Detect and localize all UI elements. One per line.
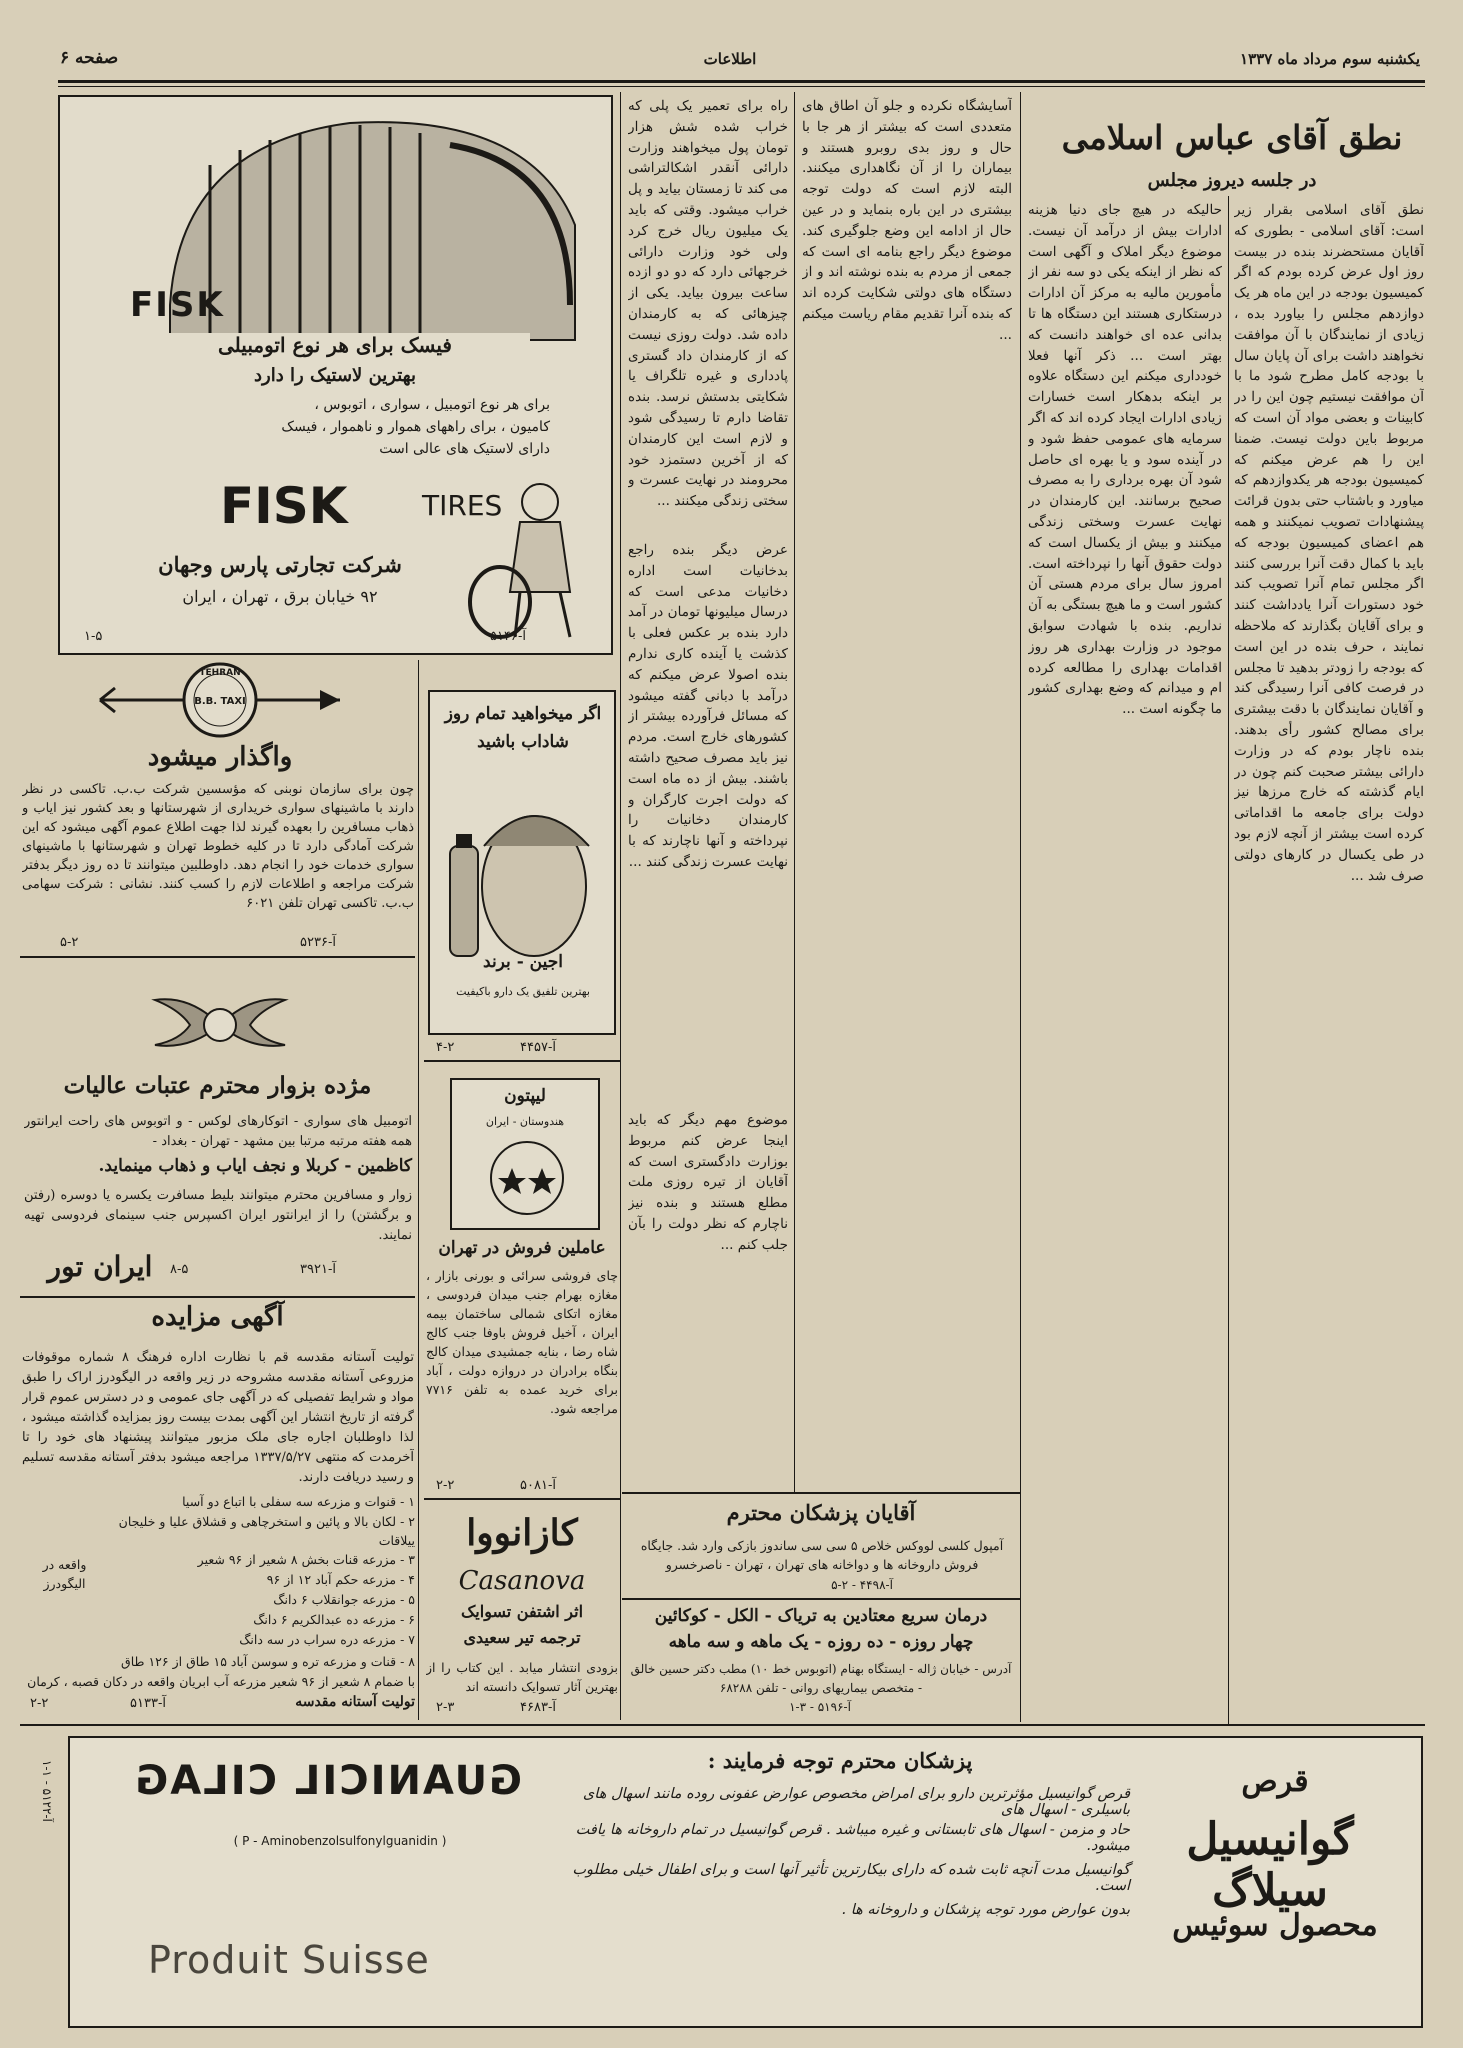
auction-item-5: ۵ - مزرعه جوانقلاب ۶ دانگ	[273, 1592, 415, 1607]
divider	[424, 1498, 620, 1500]
taxi-logo-sub: B.B. TAXI	[194, 696, 246, 707]
taxi-logo-text: TEHRAN	[199, 668, 241, 678]
auction-right-note: واقعه در الیگودرز	[42, 1557, 87, 1591]
auction-item-1: ۱ - قنوات و مزرعه سه سفلی با اتباع دو آسیا	[182, 1494, 415, 1509]
ajin-ad	[428, 690, 616, 1035]
fisk-logo-small: FISK	[130, 285, 225, 325]
guanicil-body1: قرص گوانیسیل مؤثرترین دارو برای امراض مخصوص عوارض عفونی روده مانند اسهال های باسیلری - اسهال های	[582, 1786, 1130, 1818]
fisk-tires-ad	[58, 95, 613, 655]
header-rule-thin	[58, 86, 1425, 87]
guanicil-title-en: GUANICIL CILAG	[133, 1758, 522, 1804]
ajin-code-right: آ-۴۴۵۷	[520, 1040, 556, 1055]
iran-tour-title: مژده بزوار محترم عتبات عالیات	[63, 1072, 372, 1099]
tea-sub: هندوستان - ایران	[485, 1115, 565, 1128]
divider	[20, 1296, 415, 1298]
auction-title: آگهی مزایده	[151, 1302, 284, 1332]
guanicil-fa-title2: گوانیسیل سیلاگ	[1186, 1814, 1354, 1916]
guanicil-body3: گوانیسیل مدت آنچه ثابت شده که دارای بیکارترین تأثیر آنها است و برای اطفال خیلی مطلوب است.	[572, 1862, 1130, 1894]
casanova-title-fa: کازانووا	[466, 1512, 578, 1554]
fisk-line3: برای هر نوع اتومبیل ، سواری ، اتوبوس ،	[314, 397, 550, 413]
auction-item-2: ۲ - لکان بالا و پائین و استخرچاهی و قشلاق علیا و خلیجان ییلاقات	[118, 1514, 415, 1548]
fisk-line4: کامیون ، برای راههای هموار و ناهموار ، فیسک	[281, 419, 550, 435]
auction-signature: تولیت آستانه مقدسه	[295, 1694, 415, 1710]
guanicil-formula: ( P - Aminobenzolsulfonylguanidin )	[233, 1834, 447, 1848]
guanicil-body4: بدون عوارض مورد توجه پزشکان و داروخانه ها .	[841, 1902, 1130, 1918]
ajin-note: بهترین تلفیق یک دارو باکیفیت	[456, 985, 590, 998]
divider	[20, 956, 415, 958]
casanova-body: بزودی انتشار میابد . این کتاب را از بهترین آثار تسوایک دانسته اند	[426, 1660, 618, 1694]
speech-column-2: حالیکه در هیچ جای دنیا هزینه ادارات بیش از درآمد آن نیست. موضوع دیگر املاک و آگهی است که نظر از اینکه یکی دو سه نفر از مأمورین مالیه به مرکز آن ادارات درستکاری هستند این دستگاه ها تا بدانی عده ای خواهند دانست که بهتر است ... ذکر آنها فعلا خودداری میکنم این دستگاه علاوه بر اینکه بدهکار است خسارات زیادی ادارات ایجاد کرده اند که اگر سرمایه های عمومی حفظ شود و در آینده سود و یا بهره ای حاصل شود آن بهره برداری را به مصرف صحیح برسانند. این کارمندان در نهایت عسرت وسختی زندگی میکنند و بیش از یکسال است که دولت حقوق آنها را نپرداخته است. امروز سال برای مردم هستی آن کشور است و ما هیچ بستگی به آن نداریم. بنده با شهادت سوابق موجود در وزارت بهداری هر روز اقدامات بهداری را مطالعه کرده ام و میدانم که وضع بهداری کشور ما چگونه است ...	[1028, 202, 1222, 718]
fisk-code-left: ۱-۵	[84, 629, 103, 644]
column-rule	[1020, 92, 1021, 1722]
auction-item-7: ۷ - مزرعه دره سراب در سه دانگ	[239, 1632, 415, 1647]
iran-tour-code-left: ۸-۵	[170, 1262, 189, 1277]
fisk-code-right: آ-۵۱۴۶	[490, 629, 526, 644]
column-rule	[418, 660, 419, 1720]
column-rule	[794, 92, 795, 1492]
casanova-author: اثر اشتفن تسوایک	[460, 1602, 584, 1621]
guanicil-fa-made: محصول سوئیس	[1172, 1908, 1378, 1943]
speech-column-4: راه برای تعمیر یک پلی که خراب شده شش هزار تومان پول میخواهند وزارت دارائی آنقدر اشکالتراشی می کند تا زمستان بیاید و پل خراب میشود. وقتی که باید یک میلیون ریال خرج کرد ولی خود وزارت دارائی خرجهائی دارد که دو دو ازده ساعت بیرون بیاید. یکی از چیزهائی که به کارمندان داده شد. دولت روزی نیست که از کارمندان داد گستری پادداری و غیره تلگراف یا شکایتی بدستش نرسد. بنده تقاضا دارم تا رسیدگی شود و لازم است این کارمندان که از آخرین دستمزد خود محرومند در نهایت عسرت و سختی زندگی میکنند ...	[628, 98, 788, 510]
iran-tour-route: کاظمین - کربلا و نجف ایاب و ذهاب مینماید.	[98, 1156, 412, 1176]
winged-emblem-icon	[150, 985, 290, 1065]
auction-item-6: ۶ - مزرعه ده عبدالکریم ۶ دانگ	[253, 1612, 415, 1627]
column-rule	[1228, 196, 1229, 1726]
tea-logo-box	[450, 1078, 600, 1230]
fisk-line1: فیسک برای هر نوع اتومبیلی	[140, 333, 530, 367]
fisk-tires-word: TIRES	[422, 489, 503, 522]
iran-tour-brand: ایران تور	[47, 1250, 153, 1283]
guanicil-ad	[68, 1736, 1423, 2028]
auction-item-8: ۸ - قنات و مزرعه تره و سوسن آباد ۱۵ طاق از ۱۲۶ طاق	[121, 1654, 415, 1669]
guanicil-made-en: Produit Suisse	[148, 1938, 430, 1982]
speech-column-6: موضوع مهم دیگر که باید اینجا عرض کنم مربوط بوزارت دادگستری است که آقایان از تیره روزی ملت مطلع هستند و بنده نیز ناچارم که نظر دولت را بآن جلب کنم ...	[628, 1112, 788, 1253]
taxi-code-right: آ-۵۲۳۶	[300, 935, 336, 950]
ajin-slogan: اگر میخواهید تمام روز شاداب باشید	[444, 704, 602, 752]
fisk-logo-large: FISK	[220, 477, 348, 535]
issue-date: یکشنبه سوم مرداد ماه ۱۳۳۷	[1240, 50, 1420, 68]
ajin-name: اجین - برند	[483, 952, 563, 972]
fisk-line2: بهترین لاستیک را دارد	[254, 365, 416, 386]
auction-code-right: آ-۵۱۳۳	[130, 1696, 166, 1711]
guanicil-side-code: آ-۵۱۲۲ - ۱-۱	[40, 1760, 54, 1822]
tea-code-right: آ-۵۰۸۱	[520, 1478, 556, 1493]
paper-name: اطلاعات	[703, 50, 757, 68]
iran-tour-code-right: آ-۳۹۲۱	[300, 1262, 336, 1277]
fisk-address: ۹۲ خیابان برق ، تهران ، ایران	[182, 587, 378, 606]
casanova-title-en: Casanova	[458, 1566, 586, 1596]
speech-column-5: عرض دیگر بنده راجع بدخانیات است اداره دخانیات مدعی است که درسال میلیونها تومان در آمد دارد بنده بر عکس فعلی با کذشت یا آینده کاری ندارم بنده اصولا عرض میکنم که درآمد با دبانی گفته میشود که مسائل فرآورده بیشتر از کشورهای خارج است. مردم نیز باید مصرف صحیح داشته باشند. بیش از ده ماه است که دولت اجرت کارگران و کارمندان دخانیات را نپرداخته و آنها ناچارند که با نهایت عسرت زندگی کنند ...	[628, 542, 788, 870]
guanicil-heading: پزشکان محترم توجه فرمایند :	[707, 1748, 973, 1773]
clinic-address: آدرس - خیابان ژاله - ایستگاه بهنام (اتوبوس خط ۱۰) مطب دکتر حسین خالق - متخصص بیماریهای روانی - تلفن ۶۸۲۸۸	[630, 1662, 1012, 1695]
taxi-code-left: ۵-۲	[60, 935, 79, 950]
divider	[424, 1060, 620, 1062]
physicians-code: آ-۴۴۹۸ - ۲-۵	[831, 1578, 893, 1592]
fisk-line5: دارای لاستیک های عالی است	[379, 441, 550, 457]
guanicil-fa-title1: قرص	[1241, 1764, 1309, 1799]
speech-headline: نطق آقای عباس اسلامی	[1061, 118, 1403, 157]
mechanic-illustration	[460, 472, 610, 642]
header-rule	[58, 80, 1425, 83]
physicians-notice	[622, 1492, 1020, 1600]
physicians-text: آمپول کلسی لووکس خلاص ۵ سی سی ساندوز بازکی وارد شد. جایگاه فروش داروخانه ها و دواخانه های تهران ، تهران - ناصرخسرو	[640, 1538, 1004, 1572]
speech-column-1: نطق آقای اسلامی بقرار زیر است: آقای اسلامی - بطوری که آقایان مستحضرند بنده در بیست روز اول عرض کرده بودم که اگر کمیسیون بودجه در این ماه هر یک دوازدهم مجلس را بیاورد بده ، زیادی از نمایندگان با آن موافقت نخواهند داشت برای آن پایان سال با بودجه کامل مطرح شود ما با آن موافقت نیستیم چون این را در کابینات و بعضی مواد آن است که مربوط باین دولت نیست. ضمنا این را هم عرض میکنم که کمیسیون بودجه هر یکدوازدهم که میاورد و باشتاب حتی بدون قرائت پیشنهادات تصویب نمیکنند و همه هم اعضای کمیسیون بودجه که باید با کمال دقت آنرا بررسی کنند اگر مجلس تمام آنرا تصویب کند خود دستورات آنرا یادداشت کنند و برای آقایان بگذارند که ملاحظه نمایند ، حرف بنده در این است که بودجه را زودتر بدهید تا مجلس در فرصت کافی آنرا رسیدگی کند و آقایان نمایندگان با دقت بیشتری برای مصالح کشور رأی بدهند. بنده ناچار بودم که در وزارت دارائی بیشتر صحبت کنم چون در ایام گذشته که خارج مرزها نیز دولت برای جامعه ما اقداماتی کرده است بیشتر از آنچه لازم بود در طی یکسال در کارهای دولتی صرف شد ...	[1234, 202, 1424, 884]
tea-brand: لیپتون	[504, 1086, 546, 1106]
auction-body: تولیت آستانه مقدسه قم با نظارت اداره فرهنگ ۸ شماره موقوفات مزروعی آستانه مقدسه مشروحه در زیر واقعه در الیگودرز اراک را طبق مواد و شرایط تفصیلی که در آگهی جای عمومی و در دسترس عموم قرار گرفته از تاریخ انتشار این آگهی بمدت بیست روز بمزایده گذاشته میشود ، لذا داوطلبان اجاره جای ملک مزبور میتوانند پیشنهاد های خود را تا آخرمدت که منتهی ۱۳۳۷/۵/۲۷ مراجعه میشود بدفتر آستانه مقدسه تسلیم و رسید دریافت دارند.	[22, 1350, 414, 1485]
iran-tour-body1: اتومبیل های سواری - اتوکارهای لوکس - و اتوبوس های راحت ایرانتور همه هفته مرتبه مرتبا بین مشهد - تهران - بغداد -	[24, 1114, 412, 1149]
column-rule	[620, 92, 621, 1720]
taxi-title: واگذار میشود	[147, 742, 293, 772]
page-label: صفحه ۶	[60, 48, 119, 68]
guanicil-body2: حاد و مزمن - اسهال های تابستانی و غیره میباشد . قرص گوانیسیل در تمام داروخانه ها یافت میشود.	[575, 1822, 1130, 1854]
fisk-company: شرکت تجارتی پارس وجهان	[158, 552, 402, 577]
iran-tour-body2: زوار و مسافرین محترم میتوانند بلیط مسافرت یکسره یا دوسره (رفتن و برگشتن) را از ایرانتور ایران اکسپرس جنب سینمای فردوسی تهیه نمایند.	[24, 1188, 412, 1243]
tea-title: عاملین فروش در تهران	[438, 1238, 606, 1258]
speech-column-3: آسایشگاه نکرده و جلو آن اطاق های متعددی است که بیشتر از هر جا با حال و روز بدی روبرو هستند و بیماران را از آن نگاهداری میکنند. البته لازم است که دولت توجه بیشتری در این باره بنماید و در عین حال از ادامه این وضع جلوگیری کند. موضوع دیگر راجع بنامه ای است که جمعی از مردم به بنده نوشته اند و از دستگاه های دولتی شکایت کرده اند که بنده آنرا تقدیم مقام ریاست میکنم ...	[802, 98, 1012, 343]
tea-code-left: ۲-۲	[436, 1478, 455, 1493]
auction-item-3: ۳ - مزرعه قنات بخش ۸ شعیر از ۹۶ شعیر	[197, 1552, 415, 1567]
clinic-code: آ-۵۱۹۶ - ۳-۱	[789, 1700, 851, 1714]
speech-subhead: در جلسه دیروز مجلس	[1147, 170, 1317, 191]
bottom-rule	[20, 1724, 1425, 1726]
physicians-title: آقایان پزشکان محترم	[726, 1500, 916, 1525]
casanova-translator: ترجمه تیر سعیدی	[463, 1628, 581, 1647]
clinic-title: درمان سریع معتادین به تریاک - الکل - کوکائین	[654, 1606, 988, 1626]
star-emblem-icon	[482, 1138, 572, 1218]
casanova-code-left: ۲-۳	[436, 1700, 455, 1715]
auction-item-9: با ضمام ۸ شعیر از ۹۶ شعیر مزرعه آب ابریان واقعه در دکان قصبه ، کرمان	[27, 1674, 415, 1689]
casanova-code-right: آ-۴۶۸۳	[520, 1700, 556, 1715]
tea-body: چای فروشی سرائی و بورنی بازار ، مغازه بهرام جنب میدان فردوسی ، مغازه اتکای شمالی ساختمان بیمه ایران ، آخیل فروش باوفا جنب کالج شاه رضا ، بنایه جمشیدی میدان کالج بنگاه برادران در دروازه دولت ، آباد برای خرید عمده به تلفن ۷۷۱۶ مراجعه شود.	[426, 1268, 618, 1416]
auction-code-left: ۲-۲	[30, 1696, 49, 1711]
taxi-body: چون برای سازمان نوبنی که مؤسسین شرکت ب.ب. تاکسی در نظر دارند با ماشینهای سواری خریداری از شهرستانها و بعد کشور نیز ایاب و ذهاب مسافرین را بعهده گیرند لذا جهت اطلاع عموم آگهی میشود که این شرکت آمادگی دارد تا در کلیه خطوط تهران و شهرستانها با ماشینهای سواری خدمات خود را انجام دهد. داوطلبین میتوانند تا ده روز دیگر بدفتر شرکت مراجعه و اطلاعات لازم را کسب کنند. نشانی : شرکت سهامی ب.ب. تاکسی تهران تلفن ۶۰۲۱	[22, 782, 414, 911]
clinic-line: چهار روزه - ده روزه - یک ماهه و سه ماهه	[668, 1632, 974, 1652]
ajin-code-left: ۴-۲	[436, 1040, 455, 1055]
auction-item-4: ۴ - مزرعه حکم آباد ۱۲ از ۹۶	[266, 1572, 415, 1587]
